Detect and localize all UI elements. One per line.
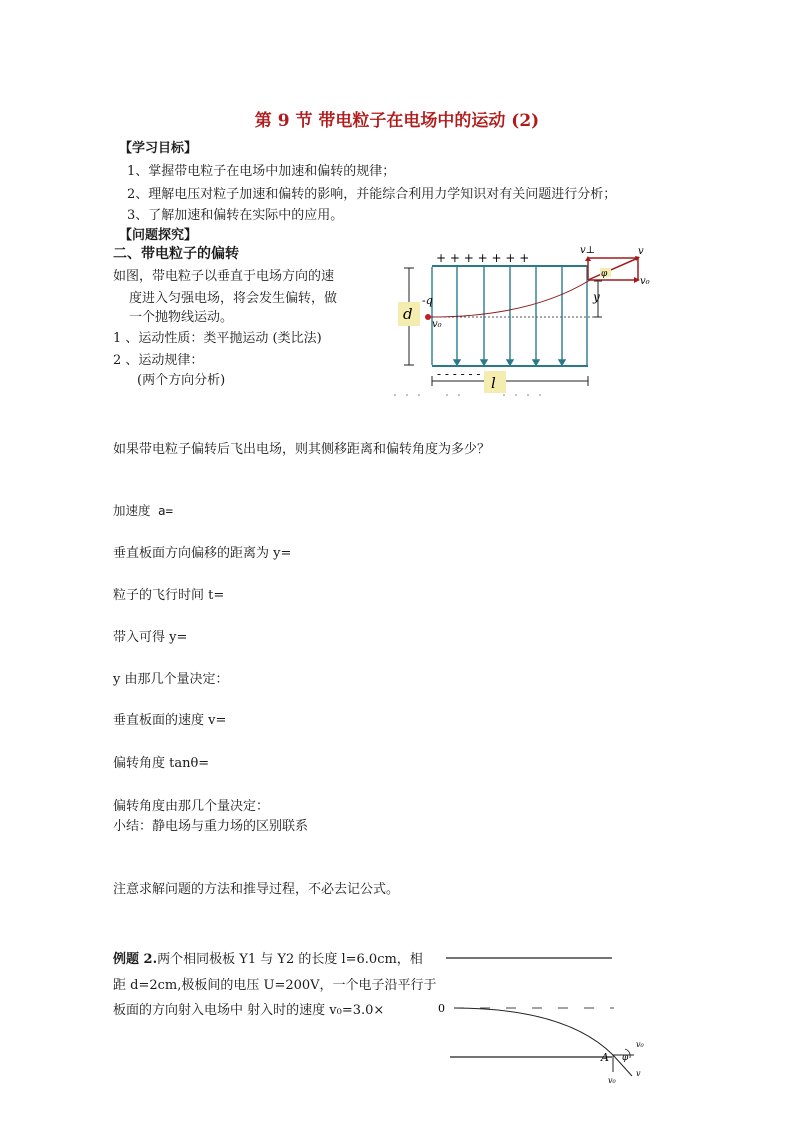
v0-right-label: v₀ [640,276,650,287]
velocity-blank: 垂直板面的速度 v= [113,713,227,728]
intro-line-3: 一个抛物线运动。 [129,310,234,325]
motion-nature: 1 、运动性质：类平抛运动 (类比法) [113,331,322,346]
objective-item-2: 2、理解电压对粒子加速和偏转的影响，并能综合利用力学知识对有关问题进行分析； [127,187,617,202]
intro-line-1: 如图，带电粒子以垂直于电场方向的速 [113,269,335,284]
electron-trajectory [454,1008,613,1055]
v-label-2: v [636,1069,641,1078]
deflection-figure [390,238,680,400]
time-blank: 粒子的飞行时间 t= [113,588,225,603]
summary: 小结：静电场与重力场的区别联系 [113,819,309,834]
intro-line-2: 度进入匀强电场，将会发生偏转，做 [129,291,338,306]
minus-signs: - - - - - - [437,367,481,381]
phi-label-2: φ [622,1053,629,1063]
inquiry-header: 【问题探究】 [119,228,198,243]
v0-label: v₀ [432,319,442,330]
example-line-3: 板面的方向射入电场中 射入时的速度 v₀=3.0× [113,1003,385,1018]
d-label: d [403,305,413,323]
y-depends-blank: y 由那几个量决定： [113,672,229,687]
l-label: l [491,374,496,392]
substitute-blank: 带入可得 y= [113,630,188,645]
velocity-box [585,256,640,283]
v-perp-label: v⊥ [580,245,596,256]
point-a-label: A [601,1051,609,1064]
offset-blank: 垂直板面方向偏移的距离为 y= [113,546,292,561]
example-line-2: 距 d=2cm,极板间的电压 U=200V，一个电子沿平行于 [113,978,437,993]
v-label: v [638,246,644,257]
plus-signs: + + + + + + + [436,251,530,265]
charge-label: -q [422,294,433,307]
acceleration-blank: 加速度 a= [113,503,174,518]
example-line-1 [113,948,423,967]
phi-label: φ [601,269,608,279]
two-directions: (两个方向分析) [137,373,226,388]
motion-law: 2 、运动规律： [113,353,204,368]
example-figure [436,948,666,1090]
method-note: 注意求解问题的方法和推导过程，不必去记公式。 [113,882,400,897]
y-label: y [593,290,600,304]
section-title: 二、带电粒子的偏转 [113,246,239,262]
origin-label: 0 [438,1002,445,1015]
objective-item-3: 3、了解加速和偏转在实际中的应用。 [127,208,344,223]
v0-top-label: v₀ [636,1040,644,1049]
objectives-header: 【学习目标】 [119,141,198,156]
main-question: 如果带电粒子偏转后飞出电场，则其侧移距离和偏转角度为多少？ [113,442,491,457]
page-title: 第 9 节 带电粒子在电场中的运动 (2) [254,111,540,131]
angle-depends-blank: 偏转角度由那几个量决定： [113,799,270,814]
bottom-dots [394,394,541,396]
example-label: 例题 2. [113,952,158,967]
objective-item-1: 1、掌握带电粒子在电场中加速和偏转的规律； [127,164,396,179]
angle-blank: 偏转角度 tanθ= [113,756,210,771]
example-text-1: 两个相同极板 Y1 与 Y2 的长度 l=6.0cm，相 [157,952,423,967]
v0-bottom-label: v₀ [608,1076,616,1085]
